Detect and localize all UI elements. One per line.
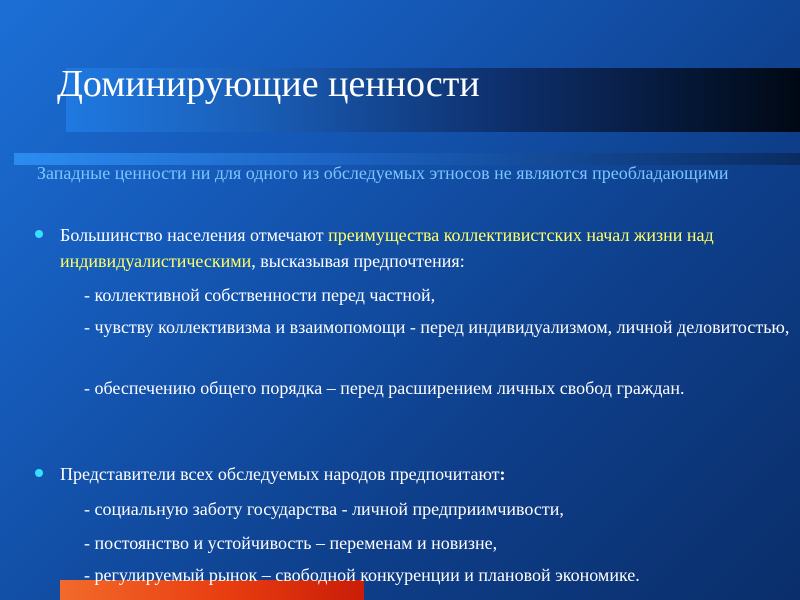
bullet-dot-icon: [35, 230, 43, 238]
highlight-collectivist: преимущества коллективистских начал жизни над индивидуалистическими: [60, 225, 714, 271]
list-item: - социальную заботу государства - личной предприимчивости,: [84, 499, 564, 519]
list-item: - коллективной собственности перед частной,: [84, 285, 436, 305]
slide-title: Доминирующие ценности: [57, 63, 480, 105]
list-item: - постоянство и устойчивость – переменам и новизне,: [84, 533, 498, 553]
bullet-majority-tail: , высказывая предпочтения:: [251, 251, 465, 271]
list-item: - чувству коллективизма и взаимопомощи - перед индивидуализмом, личной деловитостью,: [84, 317, 790, 337]
bullet-majority: [35, 222, 755, 274]
list-item: - регулируемый рынок – свободной конкуренции и плановой экономике.: [84, 565, 640, 585]
list-item: - обеспечению общего порядка – перед расширением личных свобод граждан.: [84, 378, 685, 398]
bullet-majority-lead: Большинство населения отмечают: [60, 225, 329, 245]
bullet-representatives-text: [35, 461, 755, 487]
bullet-majority-text: [35, 222, 755, 274]
bullet-representatives-lead: Представители всех обследуемых народов предпочитают: [60, 464, 500, 484]
bullet-representatives-colon: :: [499, 464, 506, 484]
bullet-dot-icon: [35, 469, 43, 477]
bullet-representatives: [35, 461, 755, 487]
slide-subtitle: Западные ценности ни для одного из обследуемых этносов не являются преобладающими: [37, 163, 729, 183]
